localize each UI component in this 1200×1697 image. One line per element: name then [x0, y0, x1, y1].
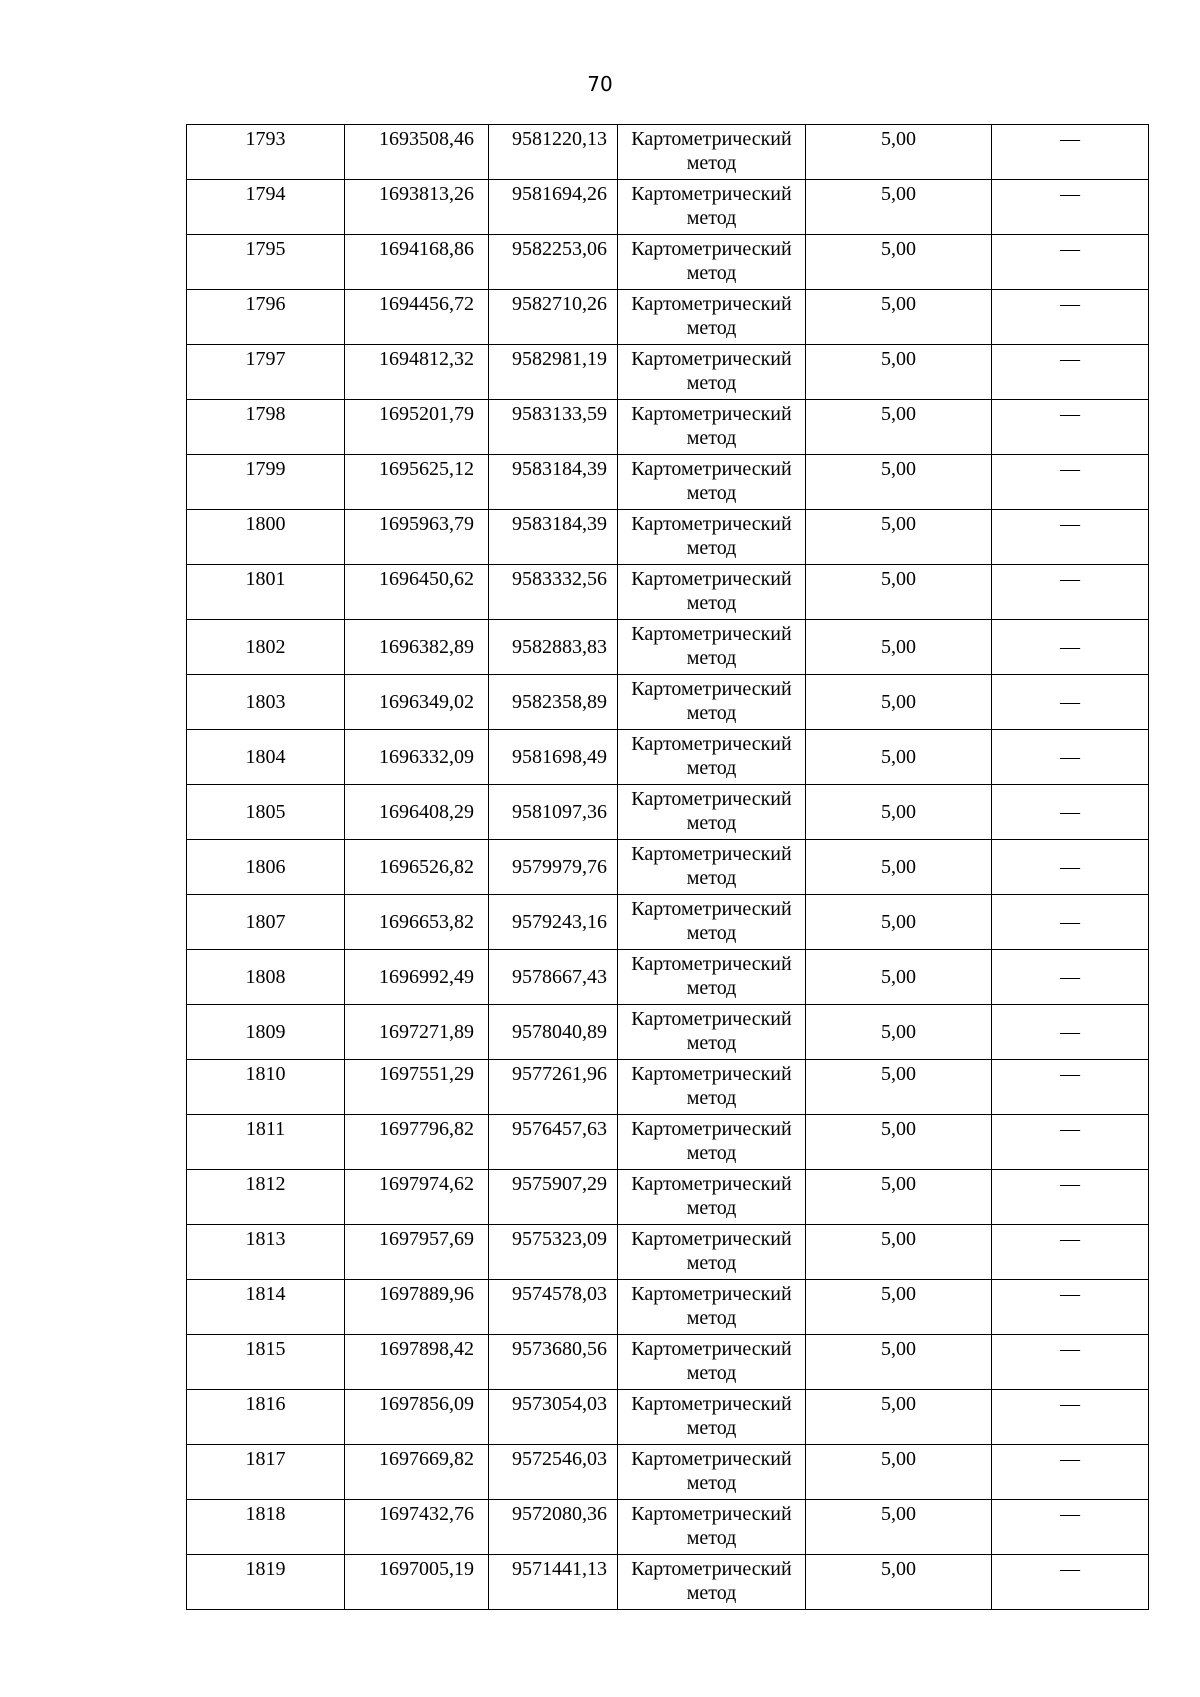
table-row — [187, 180, 1149, 235]
page-number: 70 — [587, 72, 613, 96]
table-row — [187, 400, 1149, 455]
x-coordinate-cell: 1694812,32 — [345, 345, 489, 400]
y-coordinate-cell: 9581097,36 — [489, 785, 618, 840]
accuracy-cell: 5,00 — [806, 400, 992, 455]
table-row — [187, 1115, 1149, 1170]
table-row — [187, 565, 1149, 620]
y-coordinate-cell: 9575323,09 — [489, 1225, 618, 1280]
y-coordinate-cell: 9581220,13 — [489, 125, 618, 180]
point-number-cell: 1798 — [187, 400, 345, 455]
description-cell: — — [992, 1390, 1149, 1445]
point-number-cell: 1810 — [187, 1060, 345, 1115]
point-number-cell: 1806 — [187, 840, 345, 895]
accuracy-cell: 5,00 — [806, 455, 992, 510]
point-number-cell: 1818 — [187, 1500, 345, 1555]
description-cell: — — [992, 1170, 1149, 1225]
accuracy-cell: 5,00 — [806, 565, 992, 620]
x-coordinate-cell: 1693508,46 — [345, 125, 489, 180]
point-number-cell: 1812 — [187, 1170, 345, 1225]
accuracy-cell: 5,00 — [806, 1115, 992, 1170]
point-number-cell: 1797 — [187, 345, 345, 400]
method-cell: Картометрический метод — [618, 1555, 806, 1610]
description-cell: — — [992, 785, 1149, 840]
y-coordinate-cell: 9571441,13 — [489, 1555, 618, 1610]
method-cell: Картометрический метод — [618, 1500, 806, 1555]
accuracy-cell: 5,00 — [806, 1500, 992, 1555]
y-coordinate-cell: 9582358,89 — [489, 675, 618, 730]
x-coordinate-cell: 1696992,49 — [345, 950, 489, 1005]
description-cell: — — [992, 345, 1149, 400]
accuracy-cell: 5,00 — [806, 785, 992, 840]
x-coordinate-cell: 1697796,82 — [345, 1115, 489, 1170]
table-row — [187, 1060, 1149, 1115]
method-cell: Картометрический метод — [618, 290, 806, 345]
y-coordinate-cell: 9583184,39 — [489, 510, 618, 565]
y-coordinate-cell: 9576457,63 — [489, 1115, 618, 1170]
point-number-cell: 1807 — [187, 895, 345, 950]
x-coordinate-cell: 1697898,42 — [345, 1335, 489, 1390]
method-cell: Картометрический метод — [618, 1225, 806, 1280]
description-cell: — — [992, 950, 1149, 1005]
point-number-cell: 1796 — [187, 290, 345, 345]
x-coordinate-cell: 1696349,02 — [345, 675, 489, 730]
method-cell: Картометрический метод — [618, 1005, 806, 1060]
x-coordinate-cell: 1696408,29 — [345, 785, 489, 840]
x-coordinate-cell: 1697957,69 — [345, 1225, 489, 1280]
point-number-cell: 1803 — [187, 675, 345, 730]
y-coordinate-cell: 9578040,89 — [489, 1005, 618, 1060]
accuracy-cell: 5,00 — [806, 235, 992, 290]
table-row — [187, 675, 1149, 730]
point-number-cell: 1808 — [187, 950, 345, 1005]
method-cell: Картометрический метод — [618, 730, 806, 785]
x-coordinate-cell: 1697669,82 — [345, 1445, 489, 1500]
description-cell: — — [992, 455, 1149, 510]
description-cell: — — [992, 730, 1149, 785]
point-number-cell: 1794 — [187, 180, 345, 235]
table-row — [187, 345, 1149, 400]
x-coordinate-cell: 1696332,09 — [345, 730, 489, 785]
table-row — [187, 1335, 1149, 1390]
accuracy-cell: 5,00 — [806, 1335, 992, 1390]
y-coordinate-cell: 9582253,06 — [489, 235, 618, 290]
table-row — [187, 125, 1149, 180]
accuracy-cell: 5,00 — [806, 1445, 992, 1500]
table-row — [187, 1170, 1149, 1225]
x-coordinate-cell: 1697432,76 — [345, 1500, 489, 1555]
description-cell: — — [992, 400, 1149, 455]
method-cell: Картометрический метод — [618, 620, 806, 675]
table-row — [187, 1280, 1149, 1335]
point-number-cell: 1795 — [187, 235, 345, 290]
accuracy-cell: 5,00 — [806, 1005, 992, 1060]
accuracy-cell: 5,00 — [806, 1390, 992, 1445]
method-cell: Картометрический метод — [618, 400, 806, 455]
table-row — [187, 730, 1149, 785]
description-cell: — — [992, 1280, 1149, 1335]
table-row — [187, 895, 1149, 950]
x-coordinate-cell: 1696653,82 — [345, 895, 489, 950]
x-coordinate-cell: 1696450,62 — [345, 565, 489, 620]
y-coordinate-cell: 9574578,03 — [489, 1280, 618, 1335]
accuracy-cell: 5,00 — [806, 895, 992, 950]
method-cell: Картометрический метод — [618, 675, 806, 730]
description-cell: — — [992, 565, 1149, 620]
accuracy-cell: 5,00 — [806, 180, 992, 235]
point-number-cell: 1800 — [187, 510, 345, 565]
table-row — [187, 290, 1149, 345]
accuracy-cell: 5,00 — [806, 840, 992, 895]
description-cell: — — [992, 1225, 1149, 1280]
description-cell: — — [992, 1335, 1149, 1390]
point-number-cell: 1804 — [187, 730, 345, 785]
table-row — [187, 785, 1149, 840]
description-cell: — — [992, 895, 1149, 950]
point-number-cell: 1815 — [187, 1335, 345, 1390]
method-cell: Картометрический метод — [618, 785, 806, 840]
table-row — [187, 235, 1149, 290]
point-number-cell: 1811 — [187, 1115, 345, 1170]
y-coordinate-cell: 9579979,76 — [489, 840, 618, 895]
x-coordinate-cell: 1697889,96 — [345, 1280, 489, 1335]
accuracy-cell: 5,00 — [806, 125, 992, 180]
x-coordinate-cell: 1697551,29 — [345, 1060, 489, 1115]
description-cell: — — [992, 1445, 1149, 1500]
y-coordinate-cell: 9575907,29 — [489, 1170, 618, 1225]
description-cell: — — [992, 1115, 1149, 1170]
table-row — [187, 950, 1149, 1005]
y-coordinate-cell: 9582710,26 — [489, 290, 618, 345]
x-coordinate-cell: 1697974,62 — [345, 1170, 489, 1225]
method-cell: Картометрический метод — [618, 510, 806, 565]
accuracy-cell: 5,00 — [806, 1280, 992, 1335]
point-number-cell: 1799 — [187, 455, 345, 510]
method-cell: Картометрический метод — [618, 895, 806, 950]
method-cell: Картометрический метод — [618, 950, 806, 1005]
method-cell: Картометрический метод — [618, 235, 806, 290]
accuracy-cell: 5,00 — [806, 675, 992, 730]
y-coordinate-cell: 9572080,36 — [489, 1500, 618, 1555]
description-cell: — — [992, 1500, 1149, 1555]
table-row — [187, 510, 1149, 565]
method-cell: Картометрический метод — [618, 1390, 806, 1445]
y-coordinate-cell: 9578667,43 — [489, 950, 618, 1005]
accuracy-cell: 5,00 — [806, 1555, 992, 1610]
point-number-cell: 1793 — [187, 125, 345, 180]
y-coordinate-cell: 9573680,56 — [489, 1335, 618, 1390]
x-coordinate-cell: 1697856,09 — [345, 1390, 489, 1445]
description-cell: — — [992, 290, 1149, 345]
description-cell: — — [992, 1060, 1149, 1115]
description-cell: — — [992, 675, 1149, 730]
accuracy-cell: 5,00 — [806, 1170, 992, 1225]
point-number-cell: 1819 — [187, 1555, 345, 1610]
table-row — [187, 455, 1149, 510]
description-cell: — — [992, 510, 1149, 565]
y-coordinate-cell: 9582981,19 — [489, 345, 618, 400]
method-cell: Картометрический метод — [618, 1280, 806, 1335]
y-coordinate-cell: 9582883,83 — [489, 620, 618, 675]
method-cell: Картометрический метод — [618, 180, 806, 235]
y-coordinate-cell: 9572546,03 — [489, 1445, 618, 1500]
table-row — [187, 1555, 1149, 1610]
y-coordinate-cell: 9573054,03 — [489, 1390, 618, 1445]
accuracy-cell: 5,00 — [806, 620, 992, 675]
accuracy-cell: 5,00 — [806, 1225, 992, 1280]
description-cell: — — [992, 1555, 1149, 1610]
table-row — [187, 1500, 1149, 1555]
x-coordinate-cell: 1695201,79 — [345, 400, 489, 455]
point-number-cell: 1809 — [187, 1005, 345, 1060]
accuracy-cell: 5,00 — [806, 1060, 992, 1115]
accuracy-cell: 5,00 — [806, 510, 992, 565]
x-coordinate-cell: 1694168,86 — [345, 235, 489, 290]
x-coordinate-cell: 1696382,89 — [345, 620, 489, 675]
x-coordinate-cell: 1693813,26 — [345, 180, 489, 235]
description-cell: — — [992, 840, 1149, 895]
method-cell: Картометрический метод — [618, 455, 806, 510]
x-coordinate-cell: 1697271,89 — [345, 1005, 489, 1060]
table-row — [187, 1005, 1149, 1060]
table-row — [187, 1390, 1149, 1445]
x-coordinate-cell: 1695625,12 — [345, 455, 489, 510]
point-number-cell: 1814 — [187, 1280, 345, 1335]
y-coordinate-cell: 9583184,39 — [489, 455, 618, 510]
point-number-cell: 1801 — [187, 565, 345, 620]
table-row — [187, 620, 1149, 675]
method-cell: Картометрический метод — [618, 1115, 806, 1170]
accuracy-cell: 5,00 — [806, 730, 992, 785]
table-row — [187, 840, 1149, 895]
y-coordinate-cell: 9581694,26 — [489, 180, 618, 235]
method-cell: Картометрический метод — [618, 1335, 806, 1390]
point-number-cell: 1813 — [187, 1225, 345, 1280]
coordinates-table — [186, 124, 1149, 1610]
method-cell: Картометрический метод — [618, 565, 806, 620]
table-row — [187, 1225, 1149, 1280]
y-coordinate-cell: 9581698,49 — [489, 730, 618, 785]
x-coordinate-cell: 1694456,72 — [345, 290, 489, 345]
description-cell: — — [992, 620, 1149, 675]
point-number-cell: 1805 — [187, 785, 345, 840]
accuracy-cell: 5,00 — [806, 345, 992, 400]
method-cell: Картометрический метод — [618, 345, 806, 400]
method-cell: Картометрический метод — [618, 1170, 806, 1225]
method-cell: Картометрический метод — [618, 125, 806, 180]
accuracy-cell: 5,00 — [806, 290, 992, 345]
y-coordinate-cell: 9579243,16 — [489, 895, 618, 950]
method-cell: Картометрический метод — [618, 840, 806, 895]
x-coordinate-cell: 1697005,19 — [345, 1555, 489, 1610]
description-cell: — — [992, 180, 1149, 235]
point-number-cell: 1816 — [187, 1390, 345, 1445]
description-cell: — — [992, 125, 1149, 180]
table-row — [187, 1445, 1149, 1500]
description-cell: — — [992, 1005, 1149, 1060]
y-coordinate-cell: 9583332,56 — [489, 565, 618, 620]
x-coordinate-cell: 1696526,82 — [345, 840, 489, 895]
point-number-cell: 1817 — [187, 1445, 345, 1500]
method-cell: Картометрический метод — [618, 1060, 806, 1115]
description-cell: — — [992, 235, 1149, 290]
y-coordinate-cell: 9577261,96 — [489, 1060, 618, 1115]
point-number-cell: 1802 — [187, 620, 345, 675]
y-coordinate-cell: 9583133,59 — [489, 400, 618, 455]
x-coordinate-cell: 1695963,79 — [345, 510, 489, 565]
accuracy-cell: 5,00 — [806, 950, 992, 1005]
method-cell: Картометрический метод — [618, 1445, 806, 1500]
